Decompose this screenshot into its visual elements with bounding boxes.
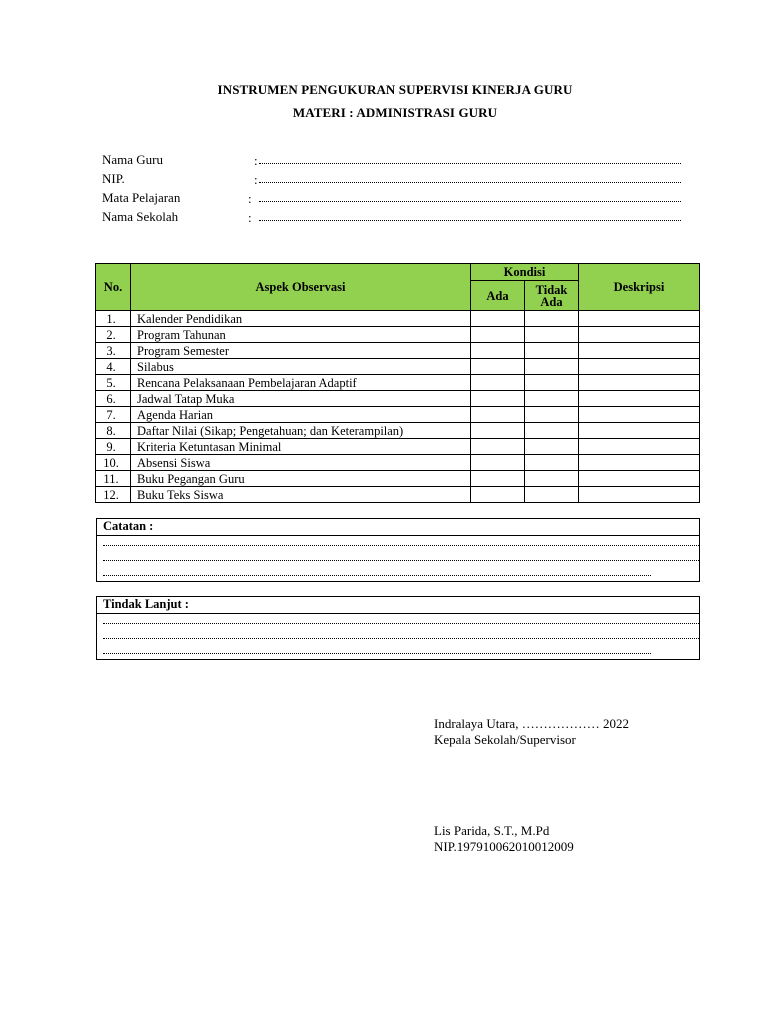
signature-name: Lis Parida, S.T., M.Pd [434, 823, 550, 838]
fill-in-line[interactable] [259, 163, 681, 164]
table-row [96, 311, 700, 327]
header-ada: Ada [471, 281, 525, 311]
row-aspek: Program Semester [131, 343, 471, 359]
tindak-lanjut-label: Tindak Lanjut : [97, 597, 699, 614]
table-row [96, 487, 700, 503]
cell-ada[interactable] [471, 311, 525, 327]
row-aspek: Program Tahunan [131, 327, 471, 343]
row-aspek: Absensi Siswa [131, 455, 471, 471]
row-number: 7. [96, 407, 131, 423]
field-colon: : [254, 172, 258, 187]
cell-deskripsi[interactable] [579, 343, 700, 359]
document-title: INSTRUMEN PENGUKURAN SUPERVISI KINERJA GURU [217, 82, 573, 97]
cell-deskripsi[interactable] [579, 359, 700, 375]
tindak-lanjut-line[interactable] [97, 644, 699, 659]
cell-deskripsi[interactable] [579, 375, 700, 391]
cell-ada[interactable] [471, 487, 525, 503]
header-no: No. [96, 264, 131, 311]
row-aspek: Buku Teks Siswa [131, 487, 471, 503]
fill-in-line[interactable] [259, 220, 681, 221]
cell-tidak-ada[interactable] [525, 311, 579, 327]
cell-ada[interactable] [471, 343, 525, 359]
dotted-line [103, 575, 651, 576]
table-row [96, 359, 700, 375]
table-row [96, 343, 700, 359]
signature-place-date: Indralaya Utara, ……………… 2022 [434, 716, 629, 731]
field-label: Nama Sekolah [102, 209, 179, 224]
field-label: NIP. [102, 171, 125, 186]
cell-ada[interactable] [471, 375, 525, 391]
header-aspek-observasi: Aspek Observasi [131, 264, 471, 311]
fill-in-line[interactable] [259, 182, 681, 183]
header-tidak-ada [525, 281, 579, 311]
row-number: 11. [96, 471, 131, 487]
row-aspek: Jadwal Tatap Muka [131, 391, 471, 407]
row-aspek: Silabus [131, 359, 471, 375]
signature-nip: NIP.197910062010012009 [434, 839, 574, 854]
signature-role: Kepala Sekolah/Supervisor [434, 732, 576, 747]
catatan-line[interactable] [97, 536, 699, 551]
dotted-line [103, 623, 699, 624]
cell-deskripsi[interactable] [579, 327, 700, 343]
cell-tidak-ada[interactable] [525, 391, 579, 407]
cell-tidak-ada[interactable] [525, 455, 579, 471]
row-number: 6. [96, 391, 131, 407]
table-row [96, 455, 700, 471]
cell-tidak-ada[interactable] [525, 471, 579, 487]
table-row [96, 327, 700, 343]
row-number: 12. [96, 487, 131, 503]
cell-ada[interactable] [471, 455, 525, 471]
cell-deskripsi[interactable] [579, 471, 700, 487]
cell-deskripsi[interactable] [579, 439, 700, 455]
cell-tidak-ada[interactable] [525, 359, 579, 375]
row-number: 10. [96, 455, 131, 471]
catatan-line[interactable] [97, 551, 699, 566]
dotted-line [103, 560, 699, 561]
cell-ada[interactable] [471, 471, 525, 487]
row-number: 8. [96, 423, 131, 439]
catatan-line[interactable] [97, 566, 699, 581]
cell-tidak-ada[interactable] [525, 343, 579, 359]
table-row [96, 439, 700, 455]
cell-tidak-ada[interactable] [525, 439, 579, 455]
table-row [96, 391, 700, 407]
cell-tidak-ada[interactable] [525, 423, 579, 439]
header-kondisi: Kondisi [471, 264, 579, 281]
tindak-lanjut-box [96, 596, 700, 660]
cell-ada[interactable] [471, 423, 525, 439]
row-aspek: Agenda Harian [131, 407, 471, 423]
table-row [96, 423, 700, 439]
cell-ada[interactable] [471, 327, 525, 343]
cell-tidak-ada[interactable] [525, 327, 579, 343]
dotted-line [103, 653, 651, 654]
header-tidak-ada-line2: Ada [540, 294, 563, 309]
cell-deskripsi[interactable] [579, 423, 700, 439]
row-aspek: Daftar Nilai (Sikap; Pengetahuan; dan Keterampilan) [131, 423, 471, 439]
dotted-line [103, 638, 699, 639]
cell-deskripsi[interactable] [579, 487, 700, 503]
field-colon: : [254, 153, 258, 168]
cell-tidak-ada[interactable] [525, 375, 579, 391]
catatan-box [96, 518, 700, 582]
row-number: 9. [96, 439, 131, 455]
catatan-label: Catatan : [97, 519, 699, 536]
field-colon: : [248, 210, 252, 225]
cell-tidak-ada[interactable] [525, 487, 579, 503]
fill-in-line[interactable] [259, 201, 681, 202]
row-number: 3. [96, 343, 131, 359]
row-aspek: Buku Pegangan Guru [131, 471, 471, 487]
tindak-lanjut-line[interactable] [97, 614, 699, 629]
row-aspek: Kalender Pendidikan [131, 311, 471, 327]
cell-deskripsi[interactable] [579, 407, 700, 423]
cell-deskripsi[interactable] [579, 311, 700, 327]
field-label: Mata Pelajaran [102, 190, 181, 205]
cell-deskripsi[interactable] [579, 455, 700, 471]
row-aspek: Kriteria Ketuntasan Minimal [131, 439, 471, 455]
tindak-lanjut-line[interactable] [97, 629, 699, 644]
dotted-line [103, 545, 699, 546]
header-tidak-ada-line1: Tidak [535, 282, 568, 297]
row-number: 2. [96, 327, 131, 343]
field-label: Nama Guru [102, 152, 164, 167]
row-aspek: Rencana Pelaksanaan Pembelajaran Adaptif [131, 375, 471, 391]
table-row [96, 407, 700, 423]
row-number: 1. [96, 311, 131, 327]
table-row [96, 471, 700, 487]
cell-ada[interactable] [471, 359, 525, 375]
cell-deskripsi[interactable] [579, 391, 700, 407]
field-colon: : [248, 191, 252, 206]
cell-ada[interactable] [471, 439, 525, 455]
row-number: 4. [96, 359, 131, 375]
cell-tidak-ada[interactable] [525, 407, 579, 423]
header-deskripsi: Deskripsi [579, 264, 700, 311]
document-subtitle: MATERI : ADMINISTRASI GURU [292, 105, 498, 120]
table-row [96, 375, 700, 391]
observation-table [95, 263, 700, 503]
cell-ada[interactable] [471, 407, 525, 423]
cell-ada[interactable] [471, 391, 525, 407]
row-number: 5. [96, 375, 131, 391]
